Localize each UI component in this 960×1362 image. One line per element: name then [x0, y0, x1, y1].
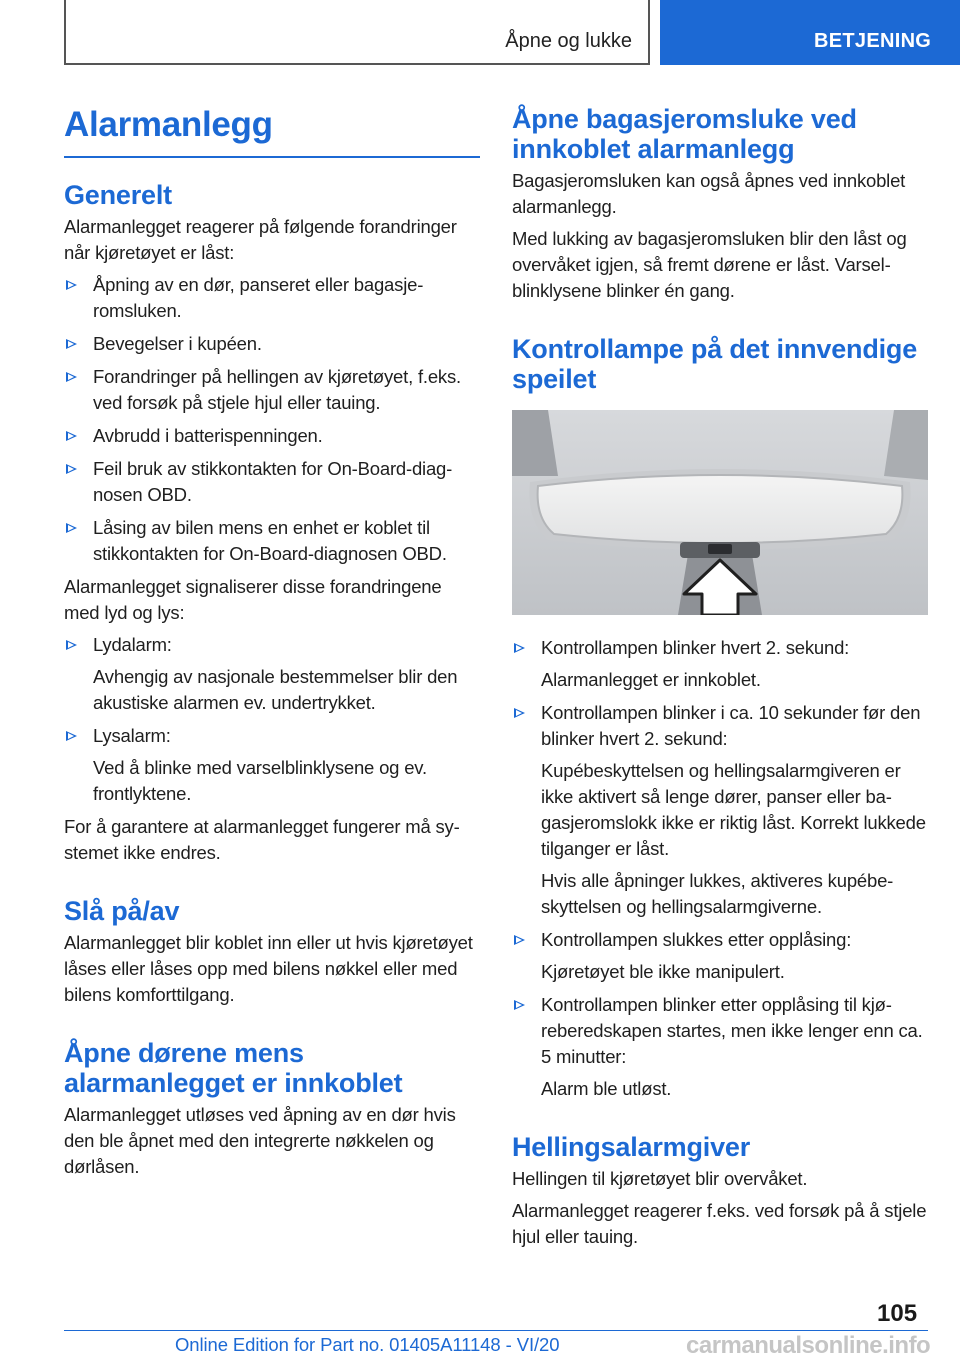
triangle-bullet-icon: [514, 935, 525, 945]
heading-kontrollampe: Kontrollampe på det innvendige speilet: [512, 334, 918, 394]
list-item: Kontrollampen blinker i ca. 10 sekunder før den blinker hvert 2. sekund: Kupébeskyttelsen og hellingsalarmgiveren er ikke aktivert så lenge dører, panser eller bagasjeromslokk ikke er riktig låst. Korrekt lukkede tilganger er låst. Hvis alle åpninger lukkes, aktiveres kupébeskyttelsen og hellingsalarmgiverne.: [512, 700, 928, 920]
header-section-box: [64, 0, 650, 65]
helling-p2: Alarmanlegget reagerer f.eks. ved forsøk på å stjele hjul eller tauing.: [512, 1200, 927, 1247]
header-chapter-tab: BETJENING: [660, 0, 960, 65]
footer-edition: Online Edition for Part no. 01405A11148 - VI/20: [175, 1334, 560, 1355]
list-item: Feil bruk av stikkontakten for On-Board-diagnosen OBD.: [64, 456, 480, 508]
triangle-bullet-icon: [66, 731, 77, 741]
list-item: Lysalarm: Ved å blinke med varselblinklysene og ev. frontlyktene.: [64, 723, 480, 807]
page-number: 105: [877, 1300, 918, 1327]
triangle-bullet-icon: [514, 643, 525, 653]
list-item: Bevegelser i kupéen.: [64, 331, 480, 357]
heading-sla-pa-av: Slå på/av: [64, 896, 180, 926]
sla-text: Alarmanlegget blir koblet inn eller ut hvis kjøretøyet låses eller låses opp med bilens nøkkel eller med bilens komforttilgang.: [64, 932, 473, 1005]
mirror-icon: [512, 410, 928, 615]
list-item: Åpning av en dør, panseret eller bagasjeromsluken.: [64, 272, 480, 324]
right-column: [512, 96, 928, 1250]
helling-p1: Hellingen til kjøretøyet blir overvåket.: [512, 1168, 808, 1189]
generelt-intro: Alarmanlegget reagerer på følgende forandringer når kjøretøyet er låst:: [64, 216, 457, 263]
heading-generelt: Generelt: [64, 180, 172, 210]
triangle-bullet-icon: [66, 464, 77, 474]
heading-apne-dorene: Åpne dørene mens alarmanlegget er innkoblet: [64, 1038, 403, 1098]
triangle-bullet-icon: [66, 640, 77, 650]
left-column: [64, 96, 480, 1180]
header-section-title: Åpne og lukke: [505, 30, 632, 52]
generelt-closing: For å garantere at alarmanlegget fungerer må systemet ikke endres.: [64, 816, 460, 863]
list-item: Forandringer på hellingen av kjøretøyet, f.eks. ved forsøk på stjele hjul eller tauing.: [64, 364, 480, 416]
footer-divider: [64, 1330, 928, 1331]
kontroll-list: [512, 635, 928, 1102]
list-item: Kontrollampen blinker etter opplåsing til kjøreberedskapen startes, men ikke lenger enn ca. 5 minutter: Alarm ble utløst.: [512, 992, 928, 1102]
triangle-bullet-icon: [514, 1000, 525, 1010]
list-item: Lydalarm: Avhengig av nasjonale bestemmelser blir den akustiske alarmen ev. undertrykket.: [64, 632, 480, 716]
watermark: carmanualsonline.info: [686, 1332, 931, 1359]
bagasje-p1: Bagasjeromsluken kan også åpnes ved innkoblet alarmanlegg.: [512, 170, 906, 217]
bagasje-p2: Med lukking av bagasjeromsluken blir den låst og overvåket igjen, så fremt dørene er låst. Varselblinklysene blinker én gang.: [512, 228, 907, 301]
signal-list: [64, 632, 480, 807]
generelt-list: [64, 272, 480, 567]
page-header: [0, 0, 960, 66]
dorer-text: Alarmanlegget utløses ved åpning av en dør hvis den ble åpnet med den integrerte nøkkelen og dørlåsen.: [64, 1104, 456, 1177]
list-item: Kontrollampen slukkes etter opplåsing: Kjøretøyet ble ikke manipulert.: [512, 927, 928, 985]
triangle-bullet-icon: [66, 280, 77, 290]
heading-bagasjeromsluke: Åpne bagasjeromsluke ved innkoblet alarmanlegg: [512, 104, 857, 164]
rearview-mirror-illustration: [512, 410, 928, 615]
page-title: Alarmanlegg: [64, 96, 480, 158]
triangle-bullet-icon: [66, 339, 77, 349]
triangle-bullet-icon: [66, 431, 77, 441]
triangle-bullet-icon: [514, 708, 525, 718]
signal-text: Alarmanlegget signaliserer disse forandringene med lyd og lys:: [64, 576, 442, 623]
heading-hellingsalarmgiver: Hellingsalarmgiver: [512, 1132, 751, 1162]
list-item: Låsing av bilen mens en enhet er koblet til stikkontakten for On-Board-diagnosen OBD.: [64, 515, 480, 567]
list-item: Kontrollampen blinker hvert 2. sekund: Alarmanlegget er innkoblet.: [512, 635, 928, 693]
list-item: Avbrudd i batterispenningen.: [64, 423, 480, 449]
triangle-bullet-icon: [66, 372, 77, 382]
triangle-bullet-icon: [66, 523, 77, 533]
